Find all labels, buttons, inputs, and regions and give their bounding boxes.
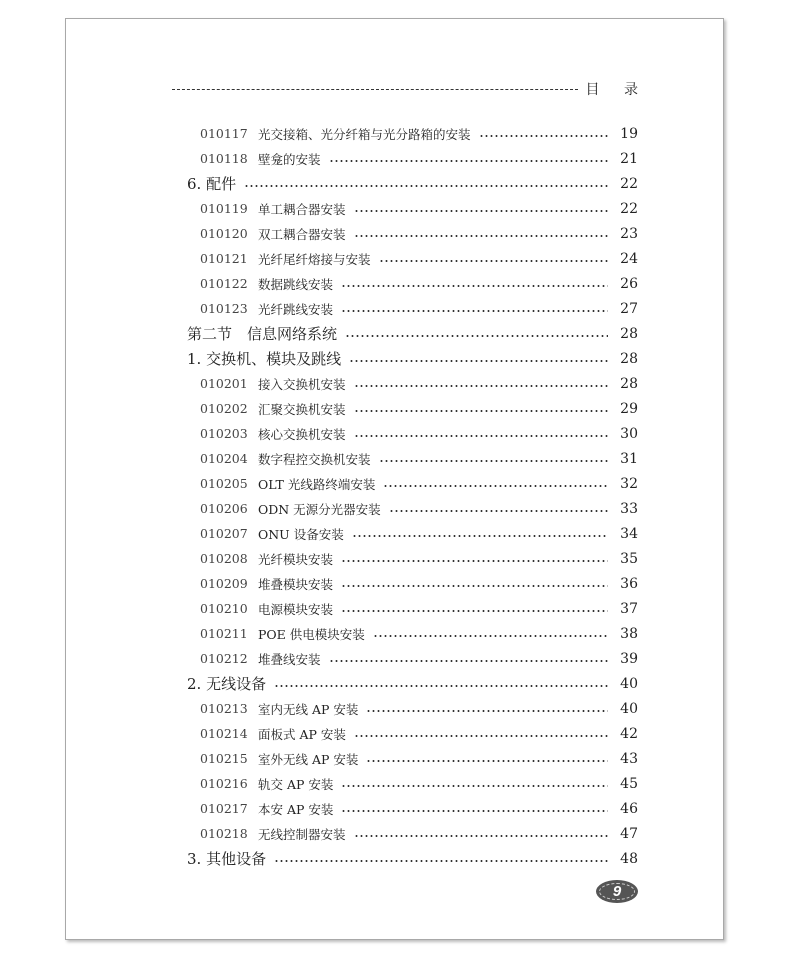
dot-leader	[341, 560, 608, 562]
toc-entry[interactable]	[187, 246, 638, 271]
entry-page-number: 40	[620, 675, 638, 692]
entry-page-number: 28	[620, 325, 638, 342]
entry-title: 核心交换机安装	[258, 426, 346, 442]
entry-title: 第二节 信息网络系统	[187, 325, 338, 343]
dot-leader	[354, 210, 608, 212]
dot-leader	[383, 485, 608, 487]
entry-code: 010212	[200, 651, 248, 666]
toc-entry[interactable]	[187, 196, 638, 221]
entry-page-number: 47	[620, 825, 638, 842]
entry-page-number: 29	[620, 400, 638, 417]
dot-leader	[352, 535, 608, 537]
dot-leader	[379, 260, 608, 262]
toc-section-entry[interactable]	[187, 171, 638, 196]
entry-code: 010121	[200, 251, 248, 266]
toc-entry[interactable]	[187, 371, 638, 396]
table-of-contents	[187, 121, 638, 871]
entry-page-number: 38	[620, 625, 638, 642]
dot-leader	[354, 385, 608, 387]
dot-leader	[274, 860, 608, 862]
entry-page-number: 43	[620, 750, 638, 767]
dot-leader	[354, 735, 608, 737]
toc-entry[interactable]	[187, 471, 638, 496]
entry-title: 光纤尾纤熔接与安装	[258, 251, 371, 267]
entry-page-number: 32	[620, 475, 638, 492]
entry-code: 010208	[200, 551, 248, 566]
running-header	[172, 78, 648, 100]
toc-entry[interactable]	[187, 146, 638, 171]
entry-page-number: 39	[620, 650, 638, 667]
dot-leader	[274, 685, 608, 687]
dot-leader	[366, 710, 608, 712]
dot-leader	[329, 660, 608, 662]
toc-section-entry[interactable]	[187, 346, 638, 371]
entry-title: 单工耦合器安装	[258, 201, 346, 217]
entry-page-number: 31	[620, 450, 638, 467]
entry-code: 010216	[200, 776, 248, 791]
entry-title: 1. 交换机、模块及跳线	[187, 350, 342, 368]
toc-entry[interactable]	[187, 796, 638, 821]
dot-leader	[345, 335, 608, 337]
toc-section-entry[interactable]	[187, 321, 638, 346]
entry-title: 光交接箱、光分纤箱与光分路箱的安装	[258, 126, 471, 142]
entry-page-number: 27	[620, 300, 638, 317]
entry-page-number: 40	[620, 700, 638, 717]
dot-leader	[354, 235, 608, 237]
dot-leader	[389, 510, 608, 512]
entry-title: 室内无线 AP 安装	[258, 701, 359, 717]
entry-title: 接入交换机安装	[258, 376, 346, 392]
entry-title: 数据跳线安装	[258, 276, 334, 292]
toc-entry[interactable]	[187, 621, 638, 646]
entry-code: 010205	[200, 476, 248, 491]
entry-title: 光纤模块安装	[258, 551, 334, 567]
toc-entry[interactable]	[187, 221, 638, 246]
entry-page-number: 35	[620, 550, 638, 567]
entry-page-number: 21	[620, 150, 638, 167]
entry-page-number: 22	[620, 175, 638, 192]
dot-leader	[341, 610, 608, 612]
entry-title: 堆叠线安装	[258, 651, 321, 667]
entry-page-number: 37	[620, 600, 638, 617]
toc-entry[interactable]	[187, 271, 638, 296]
entry-title: 堆叠模块安装	[258, 576, 334, 592]
dot-leader	[379, 460, 608, 462]
entry-title: ODN 无源分光器安装	[258, 501, 381, 517]
entry-page-number: 34	[620, 525, 638, 542]
entry-code: 010206	[200, 501, 248, 516]
entry-title: 本安 AP 安装	[258, 801, 334, 817]
entry-page-number: 33	[620, 500, 638, 517]
toc-entry[interactable]	[187, 646, 638, 671]
entry-title: OLT 光线路终端安装	[258, 476, 376, 492]
entry-title: POE 供电模块安装	[258, 626, 365, 642]
header-dashed-rule	[172, 89, 578, 90]
toc-entry[interactable]	[187, 521, 638, 546]
toc-entry[interactable]	[187, 746, 638, 771]
toc-section-entry[interactable]	[187, 671, 638, 696]
dot-leader	[341, 810, 608, 812]
entry-page-number: 30	[620, 425, 638, 442]
entry-title: 面板式 AP 安装	[258, 726, 346, 742]
entry-page-number: 46	[620, 800, 638, 817]
dot-leader	[341, 585, 608, 587]
dot-leader	[366, 760, 608, 762]
entry-title: 室外无线 AP 安装	[258, 751, 359, 767]
entry-page-number: 26	[620, 275, 638, 292]
entry-code: 010218	[200, 826, 248, 841]
toc-entry[interactable]	[187, 446, 638, 471]
toc-entry[interactable]	[187, 821, 638, 846]
entry-title: 光纤跳线安装	[258, 301, 334, 317]
entry-code: 010122	[200, 276, 248, 291]
toc-entry[interactable]	[187, 771, 638, 796]
entry-page-number: 22	[620, 200, 638, 217]
dot-leader	[329, 160, 608, 162]
dot-leader	[244, 185, 608, 187]
entry-code: 010117	[200, 126, 248, 141]
page-number: 9	[612, 883, 622, 900]
entry-code: 010204	[200, 451, 248, 466]
entry-title: 双工耦合器安装	[258, 226, 346, 242]
entry-page-number: 45	[620, 775, 638, 792]
entry-code: 010215	[200, 751, 248, 766]
entry-page-number: 28	[620, 350, 638, 367]
entry-code: 010118	[200, 151, 248, 166]
entry-page-number: 36	[620, 575, 638, 592]
toc-entry[interactable]	[187, 571, 638, 596]
toc-entry[interactable]	[187, 596, 638, 621]
entry-title: 数字程控交换机安装	[258, 451, 371, 467]
dot-leader	[341, 785, 608, 787]
entry-title: 3. 其他设备	[187, 850, 267, 868]
dot-leader	[354, 435, 608, 437]
entry-code: 010202	[200, 401, 248, 416]
toc-entry[interactable]	[187, 696, 638, 721]
entry-page-number: 28	[620, 375, 638, 392]
entry-title: 汇聚交换机安装	[258, 401, 346, 417]
toc-entry[interactable]	[187, 421, 638, 446]
dot-leader	[341, 285, 608, 287]
entry-page-number: 19	[620, 125, 638, 142]
toc-entry[interactable]	[187, 396, 638, 421]
entry-code: 010123	[200, 301, 248, 316]
dot-leader	[479, 135, 608, 137]
entry-code: 010209	[200, 576, 248, 591]
dot-leader	[354, 835, 608, 837]
toc-entry[interactable]	[187, 496, 638, 521]
dot-leader	[354, 410, 608, 412]
entry-code: 010210	[200, 601, 248, 616]
entry-title: 6. 配件	[187, 175, 237, 193]
entry-page-number: 42	[620, 725, 638, 742]
entry-code: 010201	[200, 376, 248, 391]
entry-page-number: 23	[620, 225, 638, 242]
entry-code: 010119	[200, 201, 248, 216]
entry-page-number: 24	[620, 250, 638, 267]
entry-title: 无线控制器安装	[258, 826, 346, 842]
entry-code: 010213	[200, 701, 248, 716]
dot-leader	[341, 310, 608, 312]
entry-title: 壁龛的安装	[258, 151, 321, 167]
toc-entry[interactable]	[187, 546, 638, 571]
entry-code: 010214	[200, 726, 248, 741]
entry-code: 010217	[200, 801, 248, 816]
entry-title: 轨交 AP 安装	[258, 776, 334, 792]
toc-section-entry[interactable]	[187, 846, 638, 871]
entry-code: 010203	[200, 426, 248, 441]
header-title: 目 录	[585, 82, 648, 98]
toc-entry[interactable]	[187, 296, 638, 321]
page-number-badge	[596, 880, 638, 903]
entry-code: 010120	[200, 226, 248, 241]
entry-title: 电源模块安装	[258, 601, 334, 617]
entry-page-number: 48	[620, 850, 638, 867]
entry-title: 2. 无线设备	[187, 675, 267, 693]
entry-code: 010211	[200, 626, 248, 641]
entry-title: ONU 设备安装	[258, 526, 344, 542]
dot-leader	[349, 360, 608, 362]
toc-entry[interactable]	[187, 721, 638, 746]
entry-code: 010207	[200, 526, 248, 541]
dot-leader	[373, 635, 608, 637]
toc-entry[interactable]	[187, 121, 638, 146]
